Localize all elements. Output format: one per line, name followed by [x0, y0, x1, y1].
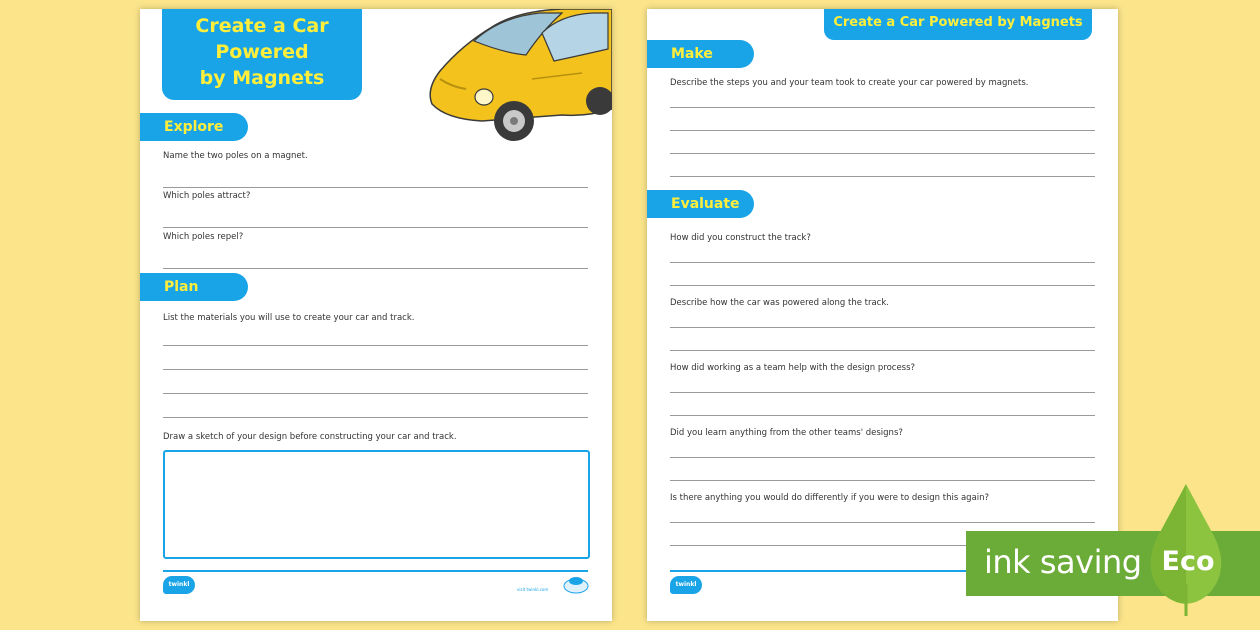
answer-line — [163, 187, 588, 188]
section-plan-label: Plan — [164, 279, 199, 295]
question-powered: Describe how the car was powered along the track. — [670, 298, 889, 308]
question-repel: Which poles repel? — [163, 232, 244, 242]
worksheet-page-1 — [140, 9, 612, 621]
section-make — [647, 40, 754, 68]
question-differently: Is there anything you would do differently if you were to design this again? — [670, 493, 990, 503]
answer-line — [163, 227, 588, 228]
question-steps: Describe the steps you and your team took to create your car powered by magnets. — [670, 78, 1029, 88]
question-other-teams: Did you learn anything from the other teams' designs? — [670, 428, 903, 438]
answer-line — [163, 417, 588, 418]
cloud-badge-icon — [562, 575, 590, 595]
title-line-3: by Magnets — [199, 67, 325, 89]
question-sketch: Draw a sketch of your design before constructing your car and track. — [163, 432, 457, 442]
answer-line — [670, 327, 1095, 328]
footer-url: visit twinkl.com — [517, 587, 549, 592]
twinkl-logo: twinkl — [670, 576, 702, 594]
answer-line — [670, 457, 1095, 458]
answer-line — [670, 415, 1095, 416]
worksheet-title — [162, 9, 362, 100]
section-make-label: Make — [671, 46, 713, 62]
question-poles: Name the two poles on a magnet. — [163, 151, 308, 161]
answer-line — [163, 268, 588, 269]
ink-saving-text: ink saving — [984, 543, 1142, 581]
answer-line — [670, 262, 1095, 263]
section-explore — [140, 113, 248, 141]
answer-line — [670, 522, 1095, 523]
sketch-area — [163, 450, 590, 559]
title-line-1: Create a Car — [195, 15, 329, 37]
page-header: Create a Car Powered by Magnets — [824, 9, 1092, 40]
section-plan — [140, 273, 248, 301]
answer-line — [670, 107, 1095, 108]
yellow-car-illustration — [422, 9, 612, 141]
answer-line — [670, 350, 1095, 351]
eco-label: Eco — [1161, 546, 1215, 577]
worksheet-page-2 — [647, 9, 1118, 621]
answer-line — [670, 153, 1095, 154]
answer-line — [670, 480, 1095, 481]
answer-line — [670, 176, 1095, 177]
section-evaluate — [647, 190, 754, 218]
answer-line — [163, 393, 588, 394]
answer-line — [670, 285, 1095, 286]
answer-line — [670, 392, 1095, 393]
footer-divider — [163, 570, 588, 572]
answer-line — [163, 369, 588, 370]
question-materials: List the materials you will use to create your car and track. — [163, 313, 415, 323]
question-teamwork: How did working as a team help with the design process? — [670, 363, 916, 373]
twinkl-logo: twinkl — [163, 576, 195, 594]
title-line-2: Powered — [215, 41, 309, 63]
question-track: How did you construct the track? — [670, 233, 811, 243]
answer-line — [670, 130, 1095, 131]
section-explore-label: Explore — [164, 119, 224, 135]
question-attract: Which poles attract? — [163, 191, 251, 201]
section-evaluate-label: Evaluate — [671, 196, 740, 212]
answer-line — [163, 345, 588, 346]
